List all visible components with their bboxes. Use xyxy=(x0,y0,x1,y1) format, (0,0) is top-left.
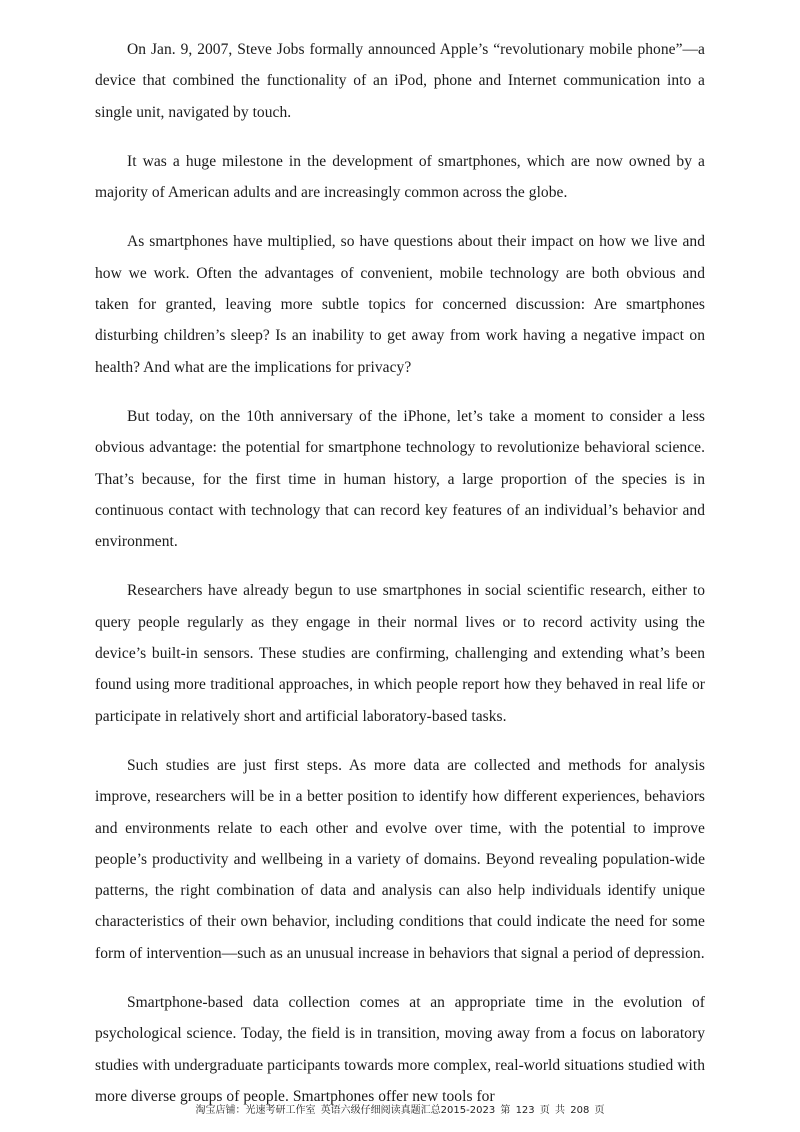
paragraph-2: It was a huge milestone in the development of smartphones, which are now owned by a majority of American adults and are increasingly common across the globe. xyxy=(95,152,705,202)
article-body xyxy=(95,34,705,1130)
footer-page-unit: 页 xyxy=(539,1105,550,1116)
paragraph-5: Researchers have already begun to use smartphones in social scientific research, either to query people regularly as they engage in their normal lives or to record activity using the device’s built-in sensors. These studies are confirming, challenging and extending what’s been found using more traditional approaches, in which people report how they behaved in real life or participate in relatively short and artificial laboratory-based tasks. xyxy=(95,582,705,725)
page-footer xyxy=(0,1101,800,1116)
paragraph-7: Smartphone-based data collection comes at an appropriate time in the evolution of psychological science. Today, the field is in transition, moving away from a focus on laboratory studies with undergraduate participants towards more complex, real-world situations studied with more diverse groups of people. Smartphones offer new tools for xyxy=(95,994,705,1105)
footer-collection: 英语六级仔细阅读真题汇总2015-2023 xyxy=(320,1105,496,1116)
paragraph-4: But today, on the 10th anniversary of the iPhone, let’s take a moment to consider a less obvious advantage: the potential for smartphone technology to revolutionize behavioral science. That’s because, for the first time in human history, a large proportion of the species is in continuous contact with technology that can record key features of an individual’s behavior and environment. xyxy=(95,407,705,551)
footer-shop: 淘宝店铺：光速考研工作室 xyxy=(195,1105,316,1116)
footer-page-prefix: 第 xyxy=(500,1105,511,1116)
footer-total-prefix: 共 xyxy=(555,1105,566,1116)
paragraph-1: On Jan. 9, 2007, Steve Jobs formally announced Apple’s “revolutionary mobile phone”—a device that combined the functionality of an iPod, phone and Internet communication into a single unit, navigated by touch. xyxy=(95,41,705,121)
footer-total-pages: 208 xyxy=(570,1105,590,1116)
footer-page-number: 123 xyxy=(515,1105,535,1116)
paragraph-3: As smartphones have multiplied, so have questions about their impact on how we live and how we work. Often the advantages of convenient, mobile technology are both obvious and taken for granted, leaving more subtle topics for concerned discussion: Are smartphones disturbing children’s sleep? Is an inability to get away from work having a negative impact on health? And what are the implications for privacy? xyxy=(95,233,705,376)
footer-total-unit: 页 xyxy=(594,1105,605,1116)
paragraph-6: Such studies are just first steps. As more data are collected and methods for analysis improve, researchers will be in a better position to identify how different experiences, behaviors and environments relate to each other and evolve over time, with the potential to improve people’s productivity and wellbeing in a variety of domains. Beyond revealing population-wide patterns, the right combination of data and analysis can also help individuals identify unique characteristics of their own behavior, including conditions that could indicate the need for some form of intervention—such as an unusual increase in behaviors that signal a period of depression. xyxy=(95,756,705,962)
